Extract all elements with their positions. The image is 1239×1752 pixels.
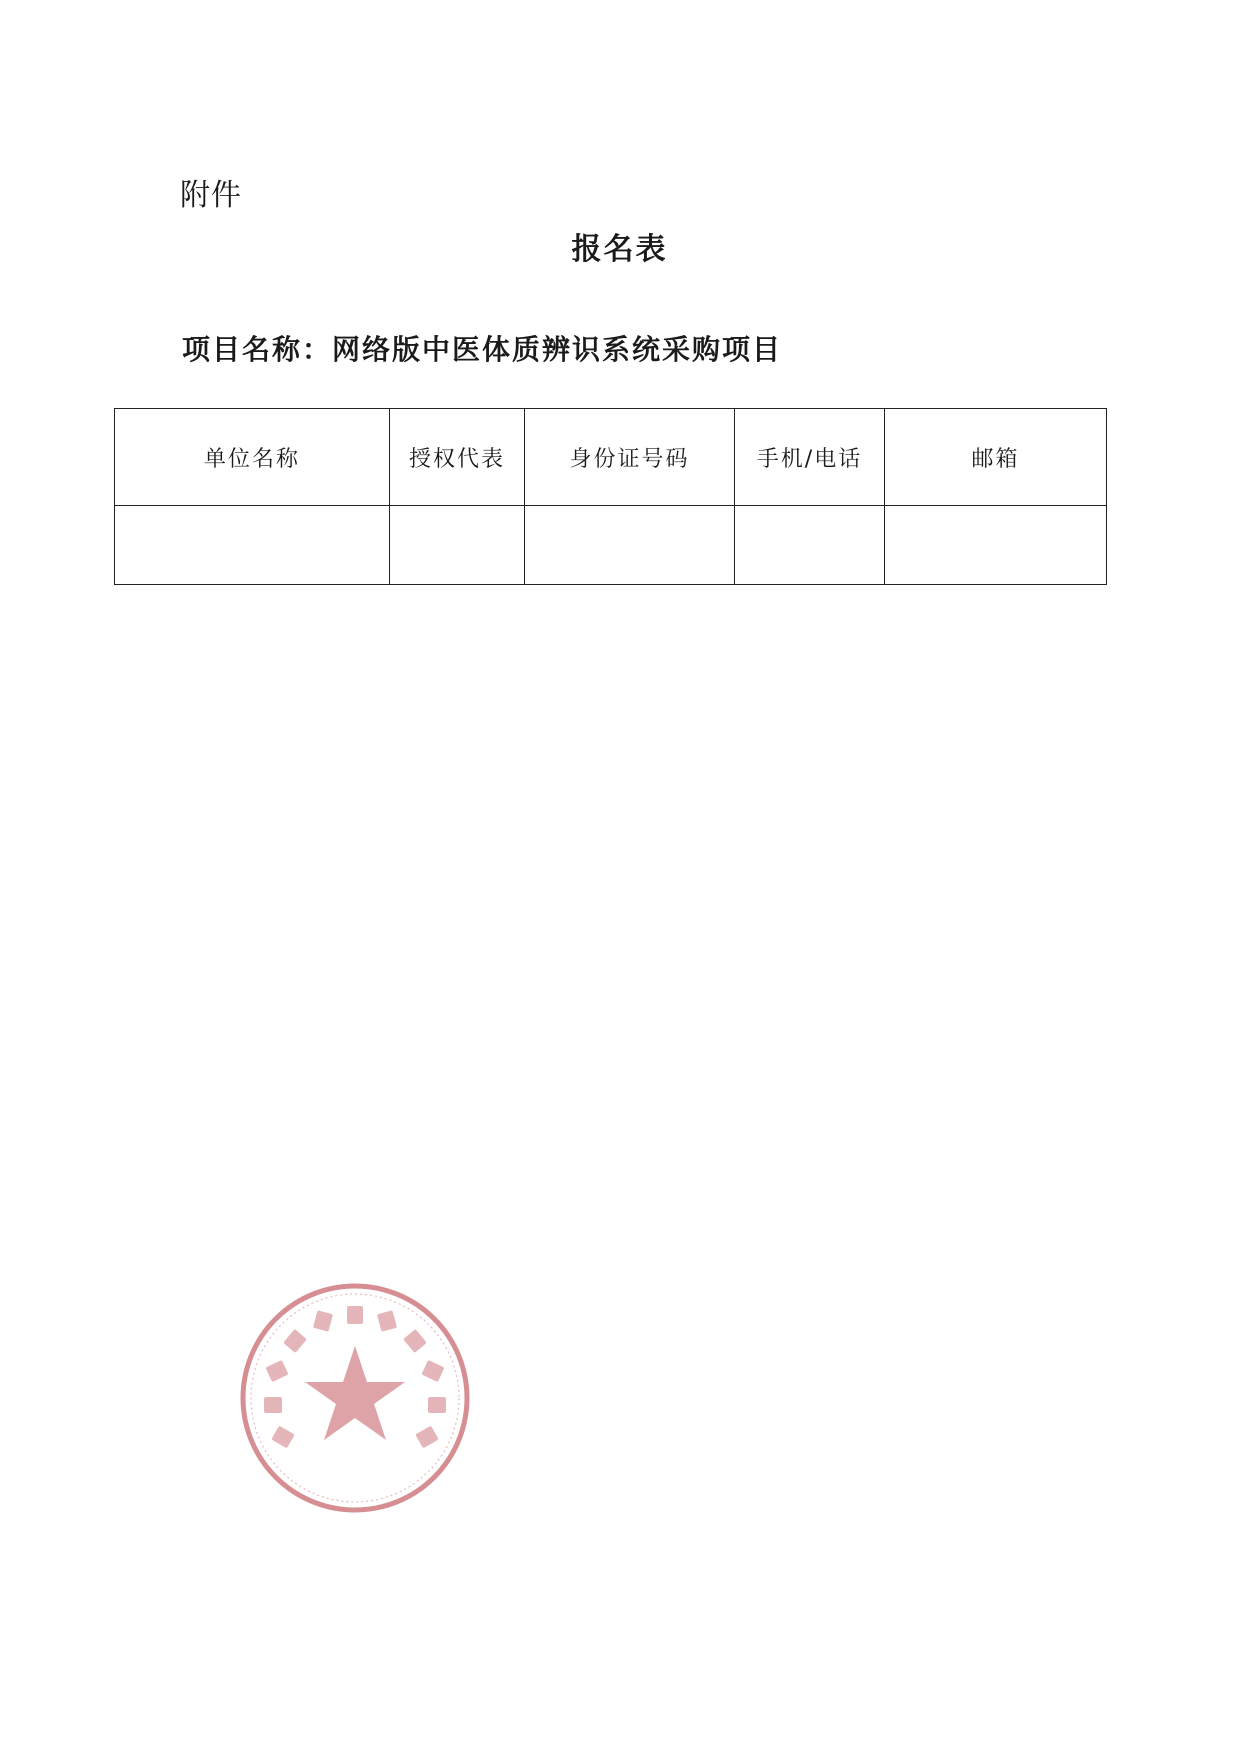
project-name-line: 项目名称：网络版中医体质辨识系统采购项目: [182, 333, 783, 366]
header-unit-name: 单位名称: [115, 409, 390, 506]
header-email: 邮箱: [885, 409, 1107, 506]
bleed-through-decoration: [230, 178, 1030, 1078]
official-seal-icon: [235, 1278, 475, 1518]
header-phone: 手机/电话: [735, 409, 885, 506]
attachment-label: 附件: [180, 178, 242, 213]
cell-unit-name[interactable]: [115, 506, 390, 585]
cell-authorized-rep[interactable]: [390, 506, 525, 585]
cell-id-number[interactable]: [525, 506, 735, 585]
registration-table: [114, 408, 1107, 585]
header-authorized-rep: 授权代表: [390, 409, 525, 506]
form-title: 报名表: [571, 232, 668, 267]
header-id-number: 身份证号码: [525, 409, 735, 506]
cell-email[interactable]: [885, 506, 1107, 585]
table-header-row: [115, 409, 1107, 506]
table-row: [115, 506, 1107, 585]
cell-phone[interactable]: [735, 506, 885, 585]
seal-star-icon: [305, 1346, 405, 1440]
seal-graphic: [235, 1278, 475, 1518]
